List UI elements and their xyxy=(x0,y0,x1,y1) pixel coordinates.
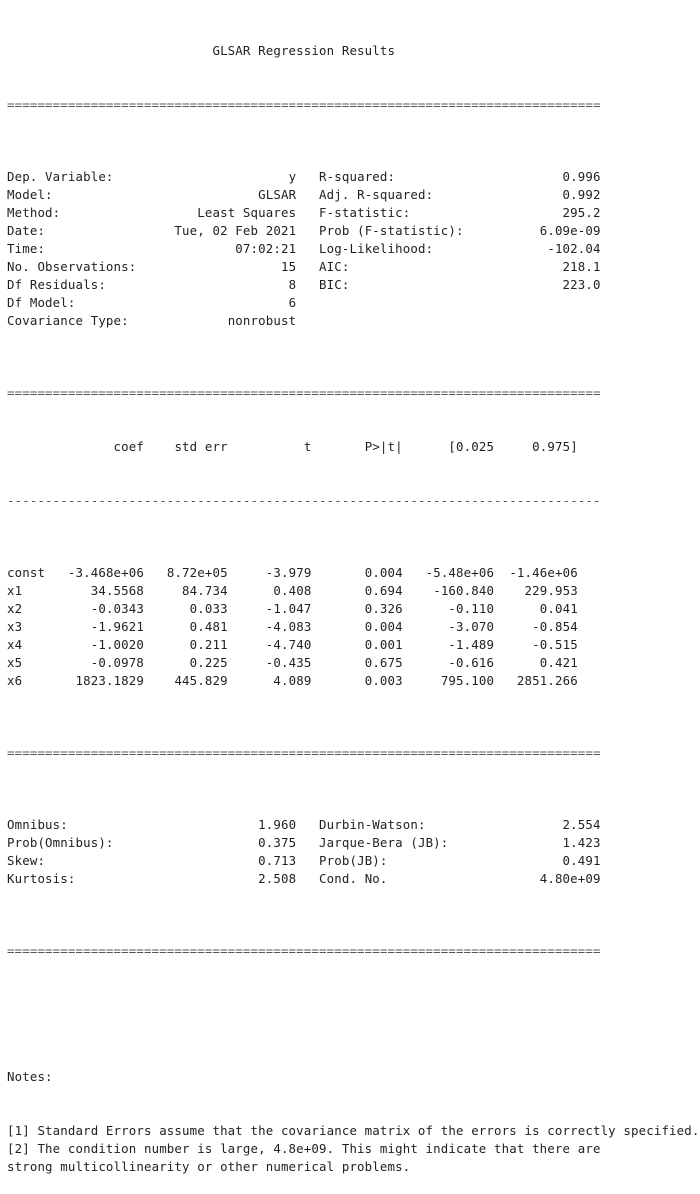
double-rule: ============================================================================== xyxy=(7,745,601,760)
diagnostic-gap xyxy=(296,853,319,868)
diagnostic-label: Omnibus: xyxy=(7,817,68,832)
table-cell: -1.489 xyxy=(402,637,495,652)
table-cell: 0.421 xyxy=(494,655,578,670)
table-cell: 0.694 xyxy=(311,583,403,598)
summary-label: R-squared: xyxy=(319,169,396,184)
summary-row xyxy=(7,222,700,240)
table-cell: -3.468e+06 xyxy=(67,565,144,580)
diagnostic-gap xyxy=(296,817,319,832)
summary-label: F-statistic: xyxy=(319,205,411,220)
note-line: [2] The condition number is large, 4.8e+09. This might indicate that there are xyxy=(7,1141,601,1156)
diagnostic-label: Prob(Omnibus): xyxy=(7,835,114,850)
summary-value: 07:02:21 xyxy=(45,241,297,256)
notes-section xyxy=(7,1122,700,1176)
summary-row xyxy=(7,312,700,330)
table-cell: -1.9621 xyxy=(67,619,144,634)
summary-value: -102.04 xyxy=(433,241,601,256)
table-cell: 1823.1829 xyxy=(67,673,144,688)
variable-name: x3 xyxy=(7,619,68,634)
diagnostic-value: 0.713 xyxy=(45,853,297,868)
summary-label: Prob (F-statistic): xyxy=(319,223,464,238)
table-cell: 445.829 xyxy=(144,673,228,688)
summary-value: y xyxy=(113,169,297,184)
double-rule: ============================================================================== xyxy=(7,97,601,112)
diagnostic-value: 0.491 xyxy=(387,853,601,868)
table-cell: 0.001 xyxy=(311,637,403,652)
summary-value: 6 xyxy=(75,295,297,310)
summary-label: Time: xyxy=(7,241,46,256)
table-cell: 0.481 xyxy=(144,619,228,634)
report-title-line xyxy=(7,42,700,60)
note-line: [1] Standard Errors assume that the covariance matrix of the errors is correctly specified. xyxy=(7,1123,700,1138)
summary-gap xyxy=(296,187,319,202)
table-cell: 8.72e+05 xyxy=(144,565,228,580)
summary-label: Df Model: xyxy=(7,295,76,310)
variable-name: x5 xyxy=(7,655,68,670)
table-row xyxy=(7,582,700,600)
summary-label: BIC: xyxy=(319,277,350,292)
blank-line xyxy=(7,996,700,1014)
coef-column-header: 0.975] xyxy=(494,439,578,454)
variable-name: x6 xyxy=(7,673,68,688)
summary-row xyxy=(7,240,700,258)
report-title: GLSAR Regression Results xyxy=(7,43,396,58)
table-cell: 0.225 xyxy=(144,655,228,670)
table-cell: -3.979 xyxy=(227,565,312,580)
diagnostic-gap xyxy=(296,835,319,850)
summary-value: 8 xyxy=(105,277,297,292)
coef-column-header: coef xyxy=(67,439,144,454)
diagnostics-section xyxy=(7,816,700,888)
table-cell: 795.100 xyxy=(402,673,495,688)
diagnostic-row xyxy=(7,834,700,852)
table-cell: 0.408 xyxy=(227,583,312,598)
table-cell: 0.003 xyxy=(311,673,403,688)
table-cell: -1.46e+06 xyxy=(494,565,578,580)
diagnostic-value: 2.508 xyxy=(75,871,297,886)
summary-value: Tue, 02 Feb 2021 xyxy=(45,223,297,238)
table-cell: -0.110 xyxy=(402,601,495,616)
table-row xyxy=(7,600,700,618)
summary-row xyxy=(7,204,700,222)
notes-heading: Notes: xyxy=(7,1069,53,1084)
summary-label: No. Observations: xyxy=(7,259,137,274)
diagnostic-value: 1.960 xyxy=(67,817,297,832)
table-cell: 0.326 xyxy=(311,601,403,616)
table-cell: 34.5568 xyxy=(67,583,144,598)
summary-label: Dep. Variable: xyxy=(7,169,114,184)
table-cell: 0.675 xyxy=(311,655,403,670)
coef-column-header: std err xyxy=(144,439,228,454)
summary-value: 0.992 xyxy=(433,187,601,202)
single-rule: ------------------------------------------------------------------------------ xyxy=(7,493,601,508)
diagnostic-value: 4.80e+09 xyxy=(387,871,601,886)
summary-value: 295.2 xyxy=(410,205,601,220)
summary-value: 0.996 xyxy=(395,169,601,184)
table-cell: -0.854 xyxy=(494,619,578,634)
coef-table xyxy=(7,564,700,690)
summary-gap xyxy=(296,295,319,310)
summary-label: Covariance Type: xyxy=(7,313,129,328)
table-cell: 0.004 xyxy=(311,565,403,580)
summary-value: 218.1 xyxy=(349,259,601,274)
diagnostic-value: 1.423 xyxy=(448,835,601,850)
summary-gap xyxy=(296,259,319,274)
diagnostic-label: Durbin-Watson: xyxy=(319,817,426,832)
variable-name: x1 xyxy=(7,583,68,598)
diagnostic-label: Cond. No. xyxy=(319,871,388,886)
summary-gap xyxy=(296,205,319,220)
summary-gap xyxy=(296,241,319,256)
diagnostic-value: 0.375 xyxy=(113,835,297,850)
coef-column-header: P>|t| xyxy=(311,439,403,454)
double-rule: ============================================================================== xyxy=(7,943,601,958)
diagnostic-gap xyxy=(296,871,319,886)
summary-row xyxy=(7,168,700,186)
table-cell: 2851.266 xyxy=(494,673,578,688)
table-cell: -1.047 xyxy=(227,601,312,616)
table-row xyxy=(7,654,700,672)
model-summary-section xyxy=(7,168,700,330)
table-cell: 84.734 xyxy=(144,583,228,598)
diagnostic-label: Skew: xyxy=(7,853,46,868)
table-cell: -1.0020 xyxy=(67,637,144,652)
table-cell: -0.435 xyxy=(227,655,312,670)
table-cell: 229.953 xyxy=(494,583,578,598)
table-cell: -3.070 xyxy=(402,619,495,634)
diagnostic-label: Kurtosis: xyxy=(7,871,76,886)
coef-table-header xyxy=(7,438,700,456)
table-row xyxy=(7,672,700,690)
summary-gap xyxy=(296,277,319,292)
variable-name: const xyxy=(7,565,68,580)
table-cell: 0.033 xyxy=(144,601,228,616)
summary-value: GLSAR xyxy=(52,187,297,202)
table-cell: 0.041 xyxy=(494,601,578,616)
table-cell: -4.083 xyxy=(227,619,312,634)
table-cell: 0.004 xyxy=(311,619,403,634)
coef-column-header: [0.025 xyxy=(402,439,495,454)
table-cell: -4.740 xyxy=(227,637,312,652)
summary-value: 6.09e-09 xyxy=(463,223,601,238)
summary-label: AIC: xyxy=(319,259,350,274)
summary-value: 223.0 xyxy=(349,277,601,292)
coef-column-header: t xyxy=(227,439,312,454)
diagnostic-label: Prob(JB): xyxy=(319,853,388,868)
variable-name: x4 xyxy=(7,637,68,652)
diagnostic-label: Jarque-Bera (JB): xyxy=(319,835,449,850)
summary-gap xyxy=(296,313,319,328)
summary-row xyxy=(7,258,700,276)
summary-label: Df Residuals: xyxy=(7,277,106,292)
table-cell: 4.089 xyxy=(227,673,312,688)
diagnostic-row xyxy=(7,870,700,888)
summary-label: Date: xyxy=(7,223,46,238)
summary-row xyxy=(7,186,700,204)
table-cell: -160.840 xyxy=(402,583,495,598)
table-cell: -0.0343 xyxy=(67,601,144,616)
table-cell: -0.616 xyxy=(402,655,495,670)
summary-row xyxy=(7,294,700,312)
table-cell: -0.0978 xyxy=(67,655,144,670)
table-cell: -0.515 xyxy=(494,637,578,652)
table-row xyxy=(7,636,700,654)
summary-gap xyxy=(296,223,319,238)
table-row xyxy=(7,618,700,636)
table-row xyxy=(7,564,700,582)
coef-header-blank xyxy=(7,439,68,454)
summary-row xyxy=(7,276,700,294)
summary-label: Log-Likelihood: xyxy=(319,241,434,256)
diagnostic-row xyxy=(7,816,700,834)
summary-value: Least Squares xyxy=(60,205,297,220)
summary-gap xyxy=(296,169,319,184)
double-rule: ============================================================================== xyxy=(7,385,601,400)
summary-value: nonrobust xyxy=(128,313,297,328)
summary-label: Adj. R-squared: xyxy=(319,187,434,202)
summary-value: 15 xyxy=(136,259,297,274)
note-line: strong multicollinearity or other numerical problems. xyxy=(7,1159,411,1174)
variable-name: x2 xyxy=(7,601,68,616)
summary-label: Model: xyxy=(7,187,53,202)
table-cell: 0.211 xyxy=(144,637,228,652)
diagnostic-row xyxy=(7,852,700,870)
regression-report xyxy=(7,6,700,1194)
diagnostic-value: 2.554 xyxy=(425,817,601,832)
table-cell: -5.48e+06 xyxy=(402,565,495,580)
summary-label: Method: xyxy=(7,205,61,220)
